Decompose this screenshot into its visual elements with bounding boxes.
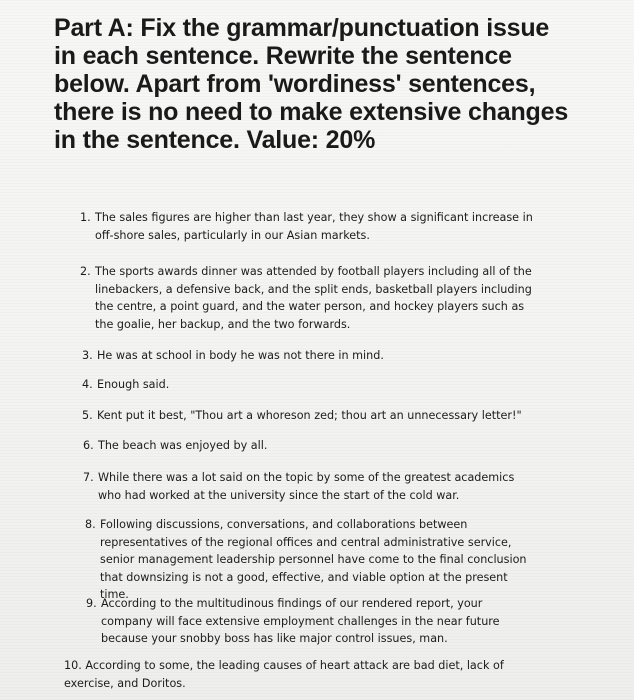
question-number: 2.: [80, 265, 91, 278]
question-text: Kent put it best, "Thou art a whoreson zed; thou art an unnecessary letter!": [97, 409, 522, 422]
question-7: [83, 469, 519, 504]
question-3: [82, 347, 542, 365]
question-number: 1.: [80, 211, 91, 224]
question-10: [64, 657, 504, 692]
question-text: Enough said.: [97, 378, 170, 391]
question-text: According to the multitudinous findings of our rendered report, your company will face extensive employment challenges in the near future because your snobby boss has like major control issues, man.: [101, 597, 500, 645]
question-8: [85, 516, 533, 604]
question-number: 9.: [86, 597, 97, 610]
question-1: [80, 209, 542, 244]
question-number: 7.: [83, 471, 94, 484]
question-text: While there was a lot said on the topic by some of the greatest academics who had worked at the university since the start of the cold war.: [98, 471, 515, 502]
question-text: Following discussions, conversations, and collaborations between representatives of the regional offices and central administrative service, senior management leadership personnel have come to the final conclusion that downsizing is not a good, effective, and viable option at the present time.: [100, 518, 527, 601]
question-4: [82, 376, 542, 394]
question-number: 8.: [85, 518, 96, 531]
question-text: The sales figures are higher than last year, they show a significant increase in off-shore sales, particularly in our Asian markets.: [95, 211, 533, 242]
question-number: 6.: [83, 439, 94, 452]
question-2: [80, 263, 544, 333]
question-text: The beach was enjoyed by all.: [98, 439, 268, 452]
question-5: [82, 407, 552, 425]
question-text: The sports awards dinner was attended by football players including all of the linebackers, a defensive back, and the split ends, basketball players including the centre, a point guard, and the water person, and hockey players such as the goalie, her backup, and the two forwards.: [95, 265, 532, 331]
assignment-title: Part A: Fix the grammar/punctuation issue in each sentence. Rewrite the sentence below. Apart from 'wordiness' sentences, there is no need to make extensive changes in the sentence. Value: 20%: [54, 14, 569, 154]
question-number: 5.: [82, 409, 93, 422]
question-body: According to some, the leading causes of heart attack are bad diet, lack of exercise, and Doritos.: [64, 659, 504, 690]
question-number: 3.: [82, 349, 93, 362]
question-number: 4.: [82, 378, 93, 391]
question-number: 10.: [64, 659, 82, 672]
question-text: He was at school in body he was not there in mind.: [97, 349, 384, 362]
question-6: [83, 437, 543, 455]
question-9: [86, 595, 530, 648]
question-text: [64, 657, 504, 692]
